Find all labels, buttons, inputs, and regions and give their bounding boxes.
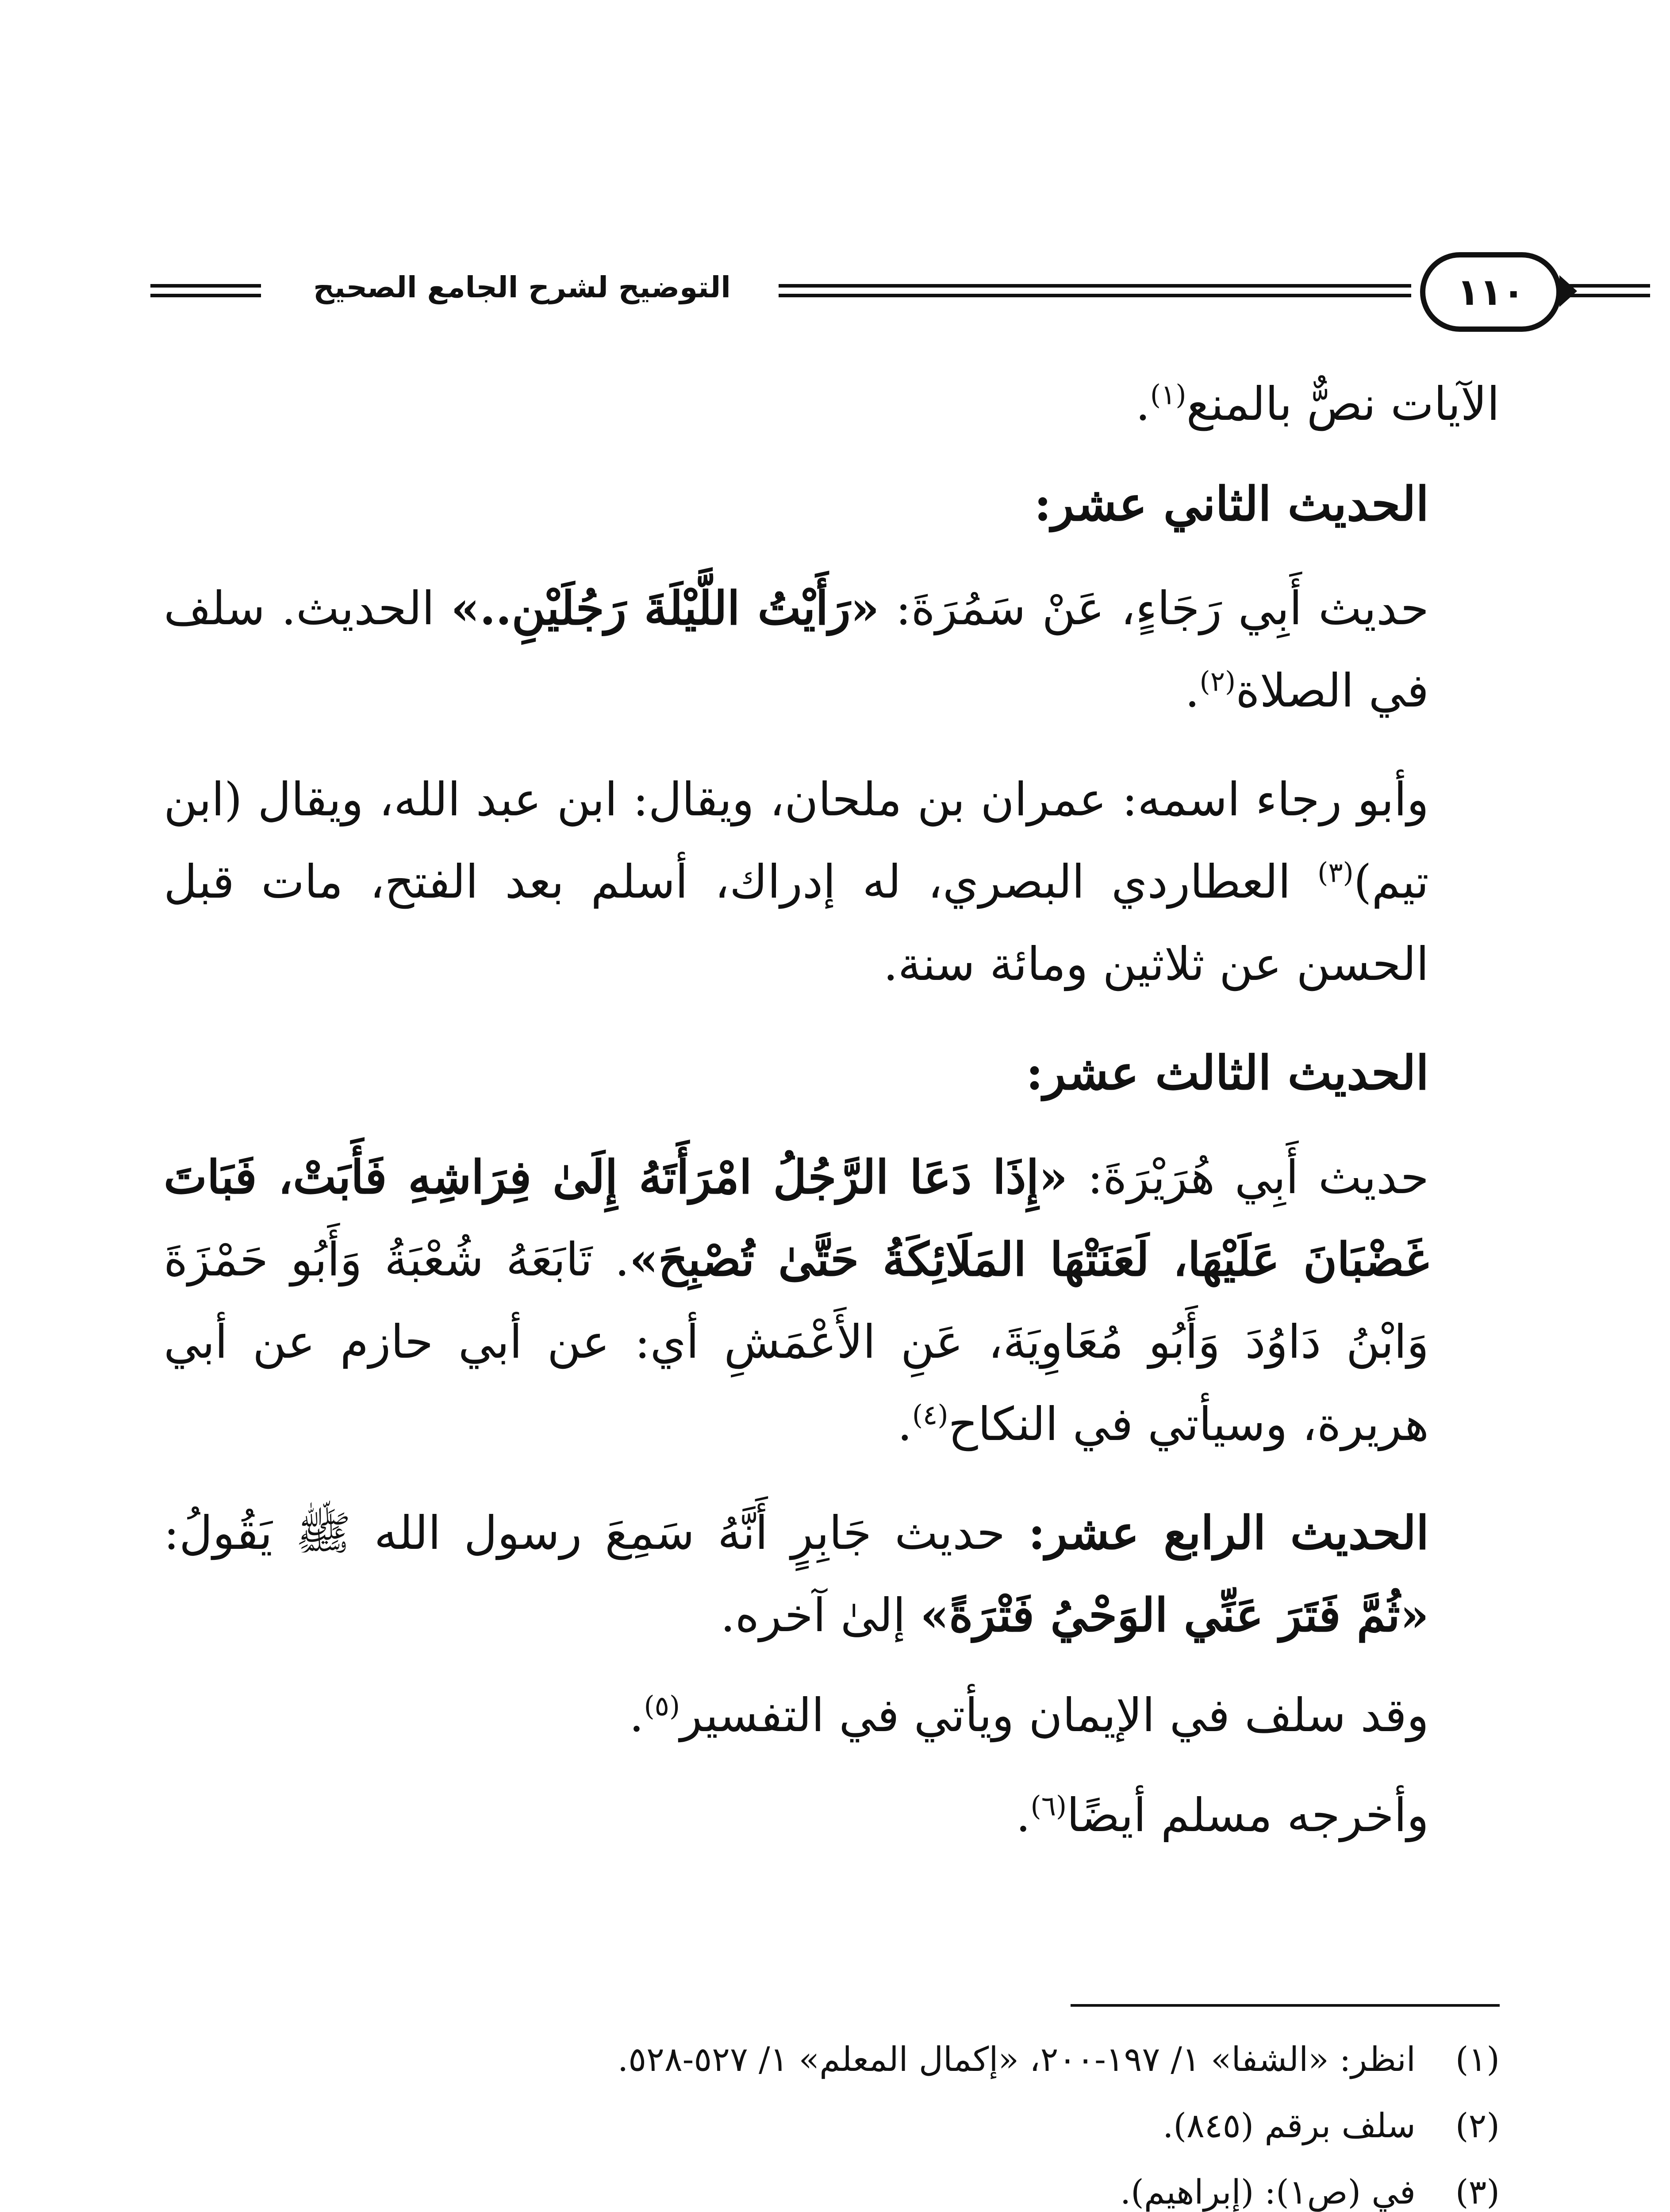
footnote-ref-5[interactable]: (٥) <box>644 1690 680 1722</box>
footnote-text: انظر: «الشفا» ١/ ١٩٧-٢٠٠، «إكمال المعلم» ١/ ٥٢٧-٥٢٨. <box>618 2039 1416 2079</box>
paragraph-7 <box>164 1774 1500 1856</box>
footnote-ref-1[interactable]: (١) <box>1150 378 1186 411</box>
footnote-2 <box>164 2093 1500 2159</box>
paragraph-5-rest: إلىٰ آخره. <box>720 1588 921 1642</box>
paragraph-4-end: . <box>897 1397 912 1451</box>
heading-hadith-12: الحديث الثاني عشر: <box>1034 476 1429 531</box>
footnote-text: سلف برقم (٨٤٥). <box>1163 2106 1416 2145</box>
main-text <box>164 363 1500 1874</box>
header-rule-right <box>1566 284 1650 288</box>
paragraph-2 <box>164 567 1500 732</box>
footnote-number: (٣) <box>1455 2172 1500 2212</box>
paragraph-3-intro: وأبو رجاء اسمه: عمران بن ملحان، ويقال: ابن عبد الله، ويقال (ابن تيم) <box>164 772 1429 909</box>
paragraph-1 <box>164 363 1500 445</box>
header-rule-left <box>150 284 261 288</box>
heading-hadith-14: الحديث الرابع عشر: <box>1028 1505 1429 1560</box>
hadith-quote-12: «رَأَيْتُ اللَّيْلَةَ رَجُلَيْنِ..» <box>451 581 879 635</box>
paragraph-2-rest: الحديث. سلف في الصلاة <box>164 581 1429 718</box>
footnote-separator <box>1071 2004 1500 2007</box>
paragraph-7-text: وأخرجه مسلم أيضًا <box>1067 1788 1429 1842</box>
paragraph-4-intro: حديث أَبِي هُرَيْرَةَ: <box>1067 1150 1429 1204</box>
paragraph-6-end: . <box>629 1688 644 1742</box>
paragraph-6 <box>164 1674 1500 1756</box>
paragraph-3-rest: العطاردي البصري، له إدراك، أسلم بعد الفتح، مات قبل الحسن عن ثلاثين ومائة سنة. <box>164 855 1429 991</box>
paragraph-3 <box>164 758 1500 1005</box>
heading-hadith-13: الحديث الثالث عشر: <box>1025 1045 1429 1100</box>
footnote-ref-3[interactable]: (٣) <box>1317 856 1354 889</box>
footnote-ref-2[interactable]: (٢) <box>1199 665 1236 698</box>
footnote-number: (٢) <box>1455 2106 1500 2145</box>
paragraph-6-text: وقد سلف في الإيمان ويأتي في التفسير <box>680 1688 1429 1742</box>
header-rule-middle <box>779 284 1411 288</box>
paragraph-1-end: . <box>1135 377 1150 431</box>
paragraph-2-end: . <box>1185 664 1200 718</box>
footnote-text: في (ص١): (إبراهيم). <box>1120 2172 1416 2212</box>
footnote-number: (١) <box>1455 2039 1500 2079</box>
footnote-1 <box>164 2026 1500 2093</box>
paragraph-5-intro: حديث جَابِرٍ أَنَّهُ سَمِعَ رسول الله ﷺ يَقُولُ: <box>164 1506 1029 1560</box>
hadith-quote-13: «إِذَا دَعَا الرَّجُلُ امْرَأَتَهُ إِلَىٰ فِرَاشِهِ فَأَبَتْ، فَبَاتَ غَضْبَانَ عَلَيْهَا، لَعَنَتْهَا المَلَائِكَةُ حَتَّىٰ تُصْبِحَ» <box>164 1150 1429 1286</box>
footnote-ref-6[interactable]: (٦) <box>1030 1790 1067 1822</box>
frame-pointer-ornament <box>1559 275 1577 307</box>
paragraph-2-intro: حديث أَبِي رَجَاءٍ، عَنْ سَمُرَةَ: <box>879 581 1429 635</box>
paragraph-1-text: الآيات نصٌّ بالمنع <box>1186 377 1500 431</box>
page-number: ١١٠ <box>1457 270 1525 314</box>
footnote-ref-4[interactable]: (٤) <box>912 1398 948 1431</box>
running-header <box>150 248 1525 336</box>
paragraph-4 <box>164 1136 1500 1465</box>
hadith-quote-14: «ثُمَّ فَتَرَ عَنِّي الوَحْيُ فَتْرَةً» <box>920 1588 1429 1642</box>
paragraph-5 <box>164 1492 1500 1656</box>
paragraph-4-rest: . تَابَعَهُ شُعْبَةُ وَأَبُو حَمْزَةَ وَابْنُ دَاوُدَ وَأَبُو مُعَاوِيَةَ، عَنِ الأَعْمَشِ أي: عن أبي حازم عن أبي هريرة، وسيأتي في النكاح <box>164 1233 1429 1451</box>
footnote-3 <box>164 2159 1500 2212</box>
footnotes <box>164 2026 1500 2212</box>
running-title: التوضيح لشرح الجامع الصحيح <box>313 270 731 304</box>
paragraph-7-end: . <box>1016 1788 1031 1842</box>
page-number-frame <box>1420 252 1562 332</box>
